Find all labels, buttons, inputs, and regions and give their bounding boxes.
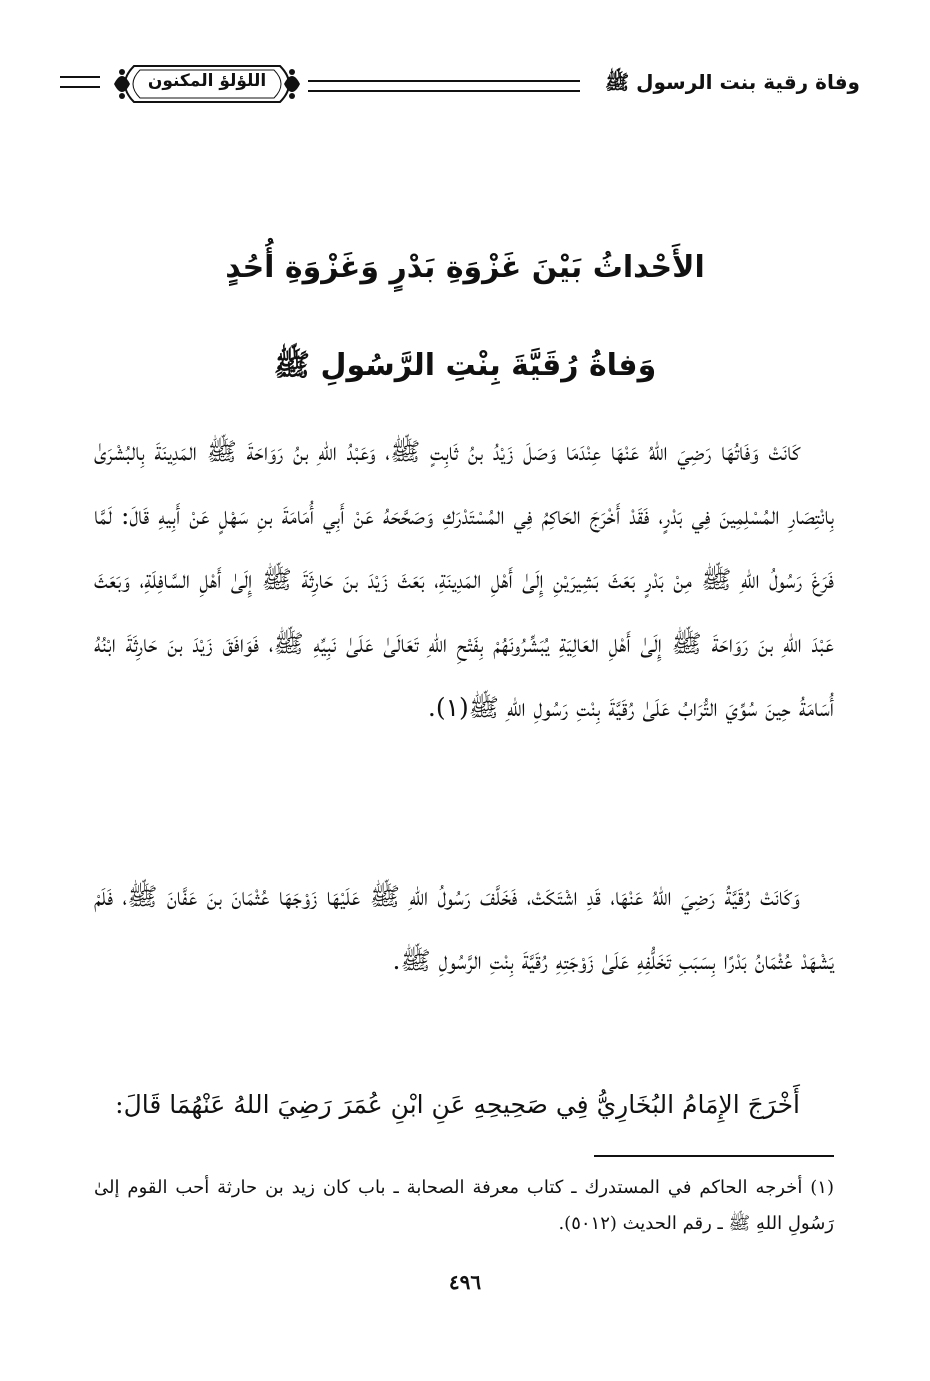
footnote-divider: [594, 1155, 834, 1157]
book-title: اللؤلؤ المكنون: [147, 71, 267, 91]
header-left-rule: [60, 76, 100, 88]
running-header: [60, 62, 860, 112]
footnote: (١) أخرجه الحاكم في المستدرك ـ كتاب معرفة الصحابة ـ باب كان زيد بن حارثة أحب القوم إلىٰ رَسُولِ اللهِ ﷺ ـ رقم الحديث (٥٠١٢).: [94, 1177, 834, 1234]
section-title: الأَحْداثُ بَيْنَ غَزْوَةِ بَدْرٍ وَغَزْوَةِ أُحُدٍ: [225, 250, 705, 285]
header-double-rule: [308, 80, 580, 92]
body-paragraph: كَانَتْ وَفَاتُهَا رَضِيَ اللهُ عَنْهَا عِنْدَمَا وَصَلَ زَيْدُ بنُ ثَابِتٍ ﷺ، وَعَبْدُ اللهِ بنُ رَوَاحَةَ ﷺ المَدِينَةَ بِالبُشْرَىٰ بِانْتِصَارِ المُسْلِمِينَ فِي بَدْرٍ، فَقَدْ أَخْرَجَ الحَاكِمُ فِي المُسْتَدْرَكِ وَصَحَّحَهُ عَنْ أَبِي أُمَامَةَ بنِ سَهْلٍ عَنْ أَبِيهِ قَالَ: لَمَّا فَرَغَ رَسُولُ اللهِ ﷺ مِنْ بَدْرٍ بَعَثَ بَشِيرَيْنِ إِلَىٰ أَهْلِ المَدِينَةِ، بَعَثَ زَيْدَ بنَ حَارِثَةَ ﷺ إِلَىٰ أَهْلِ السَّافِلَةِ، وَبَعَثَ عَبْدَ اللهِ بنَ رَوَاحَةَ ﷺ إِلَىٰ أَهْلِ العَالِيَةِ يُبَشِّرُونَهُمْ بِفَتْحِ اللهِ تَعَالَىٰ عَلَىٰ نَبِيِّهِ ﷺ، فَوَافَقَ زَيْدَ بنَ حَارِثَةَ ابْنُهُ أُسَامَةُ حِينَ سُوِّيَ التُّرَابُ عَلَىٰ رُقَيَّةَ بِنْتِ رَسُولِ اللهِ ﷺ(١).: [94, 437, 834, 722]
chapter-running-title: وفاة رقية بنت الرسول ﷺ: [605, 70, 860, 94]
body-paragraph: وَكَانَتْ رُقَيَّةُ رَضِيَ اللهُ عَنْهَا، قَدِ اشْتَكَتْ، فَخَلَّفَ رَسُولُ اللهِ ﷺ عَلَيْهَا زَوْجَهَا عُثْمَانَ بنَ عَفَّانَ ﷺ، فَلَمْ يَشْهَدْ عُثْمَانُ بَدْرًا بِسَبَبِ تَخَلُّفِهِ عَلَىٰ زَوْجَتِهِ رُقَيَّةَ بِنْتِ الرَّسُولِ ﷺ.: [94, 882, 834, 975]
page-number: ٤٩٦: [448, 1270, 482, 1294]
book-title-ornament: [112, 62, 302, 106]
body-paragraph: أَخْرَجَ الإِمَامُ البُخَارِيُّ فِي صَحِيحِهِ عَنِ ابْنِ عُمَرَ رَضِيَ اللهُ عَنْهُمَا قَالَ:: [115, 1090, 800, 1119]
section-subtitle: وَفاةُ رُقَيَّةَ بِنْتِ الرَّسُولِ ﷺ: [273, 348, 657, 383]
